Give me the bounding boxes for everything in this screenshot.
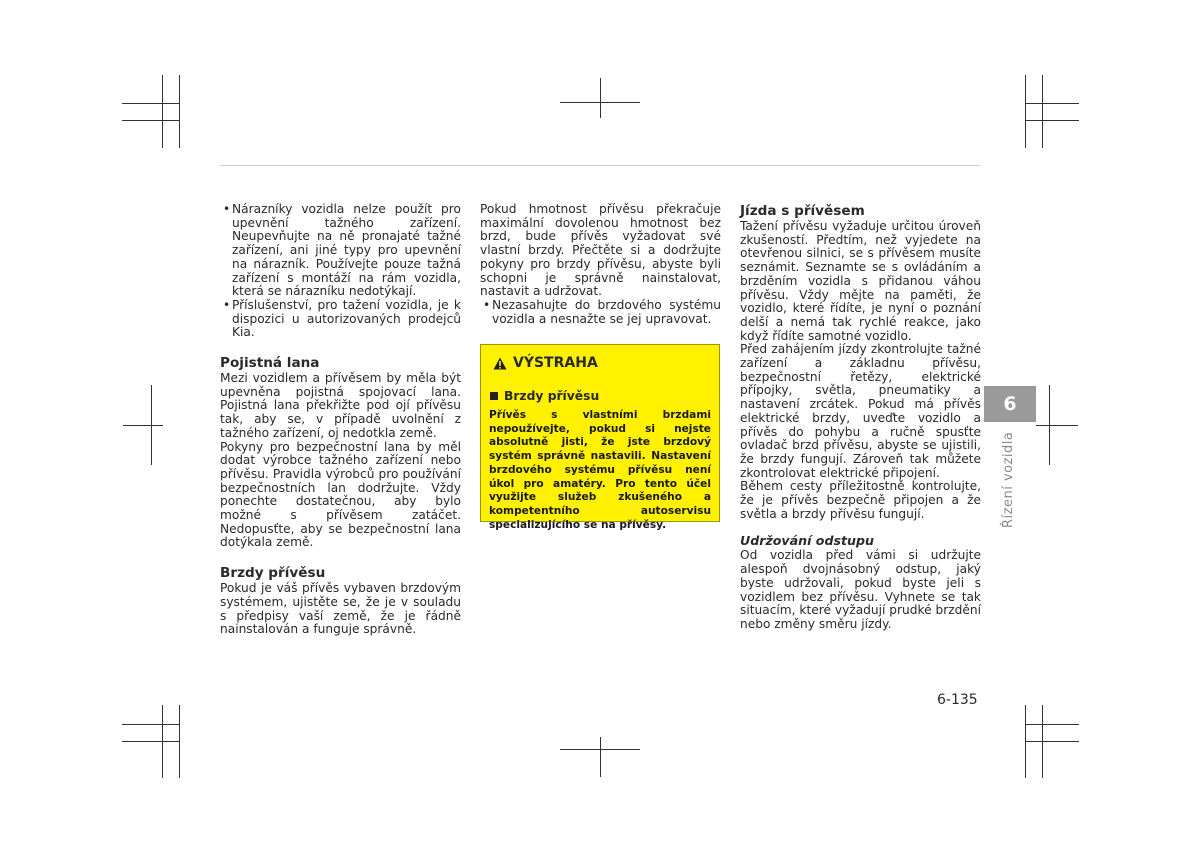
warning-triangle-icon bbox=[493, 357, 507, 370]
paragraph: Od vozidla před vámi si udržujte alespoň dvojnásobný odstup, jaký byste udržovali, pokud byste jeli s vozidlem bez přívěsu. Vyhnete se tak situacím, které vyžadují prudké brzdění nebo změny směru jízdy. bbox=[740, 548, 981, 631]
crop-mark bbox=[1025, 103, 1079, 104]
column-2 bbox=[480, 203, 721, 326]
column-3 bbox=[740, 203, 981, 632]
crop-mark bbox=[123, 425, 163, 426]
crop-mark bbox=[560, 749, 640, 750]
warning-title: VÝSTRAHA bbox=[513, 355, 598, 371]
crop-mark bbox=[1025, 75, 1026, 148]
crop-mark bbox=[600, 737, 601, 777]
crop-mark bbox=[122, 120, 179, 121]
heading-driving-with-trailer: Jízda s přívěsem bbox=[740, 203, 865, 219]
column-1 bbox=[220, 203, 461, 637]
warning-text: Přívěs s vlastními brzdami nepoužívejte, pokud si nejste absolutně jisti, že jste brzdový systém správně nastavili. Nastavení brzdového systému přívěsu není úkol pro amatéry. Pro tento účel využijte služeb zkušeného a kompetentního autoservisu specializujícího se na přívěsy. bbox=[489, 409, 711, 531]
paragraph: Během cesty příležitostně kontrolujte, že je přívěs bezpečně připojen a že světla a brzdy přívěsu fungují. bbox=[740, 479, 981, 521]
crop-mark bbox=[1025, 741, 1079, 742]
crop-mark bbox=[122, 741, 179, 742]
crop-mark bbox=[162, 75, 163, 148]
crop-mark bbox=[1025, 120, 1079, 121]
paragraph: Pokud hmotnost přívěsu překračuje maximální dovolenou hmotnost bez brzd, bude přívěs vyžadovat své vlastní brzdy. Přečtěte si a dodržujte pokyny pro brzdy přívěsu, abyste byli schopni je správně nainstalovat, nastavit a udržovat. bbox=[480, 202, 721, 299]
page-number: 6-135 bbox=[937, 692, 978, 708]
warning-subtitle-row bbox=[489, 389, 711, 403]
header-rule bbox=[220, 165, 980, 166]
crop-mark bbox=[122, 103, 179, 104]
crop-mark bbox=[122, 724, 179, 725]
heading-keeping-distance: Udržování odstupu bbox=[740, 533, 874, 549]
bullet-bumper: • Nárazníky vozidla nelze použít pro upevnění tažného zařízení. Neupevňujte na ně pronajaté tažné zařízení, ani jiné typy pro upevnění na nárazník. Používejte pouze tažná zařízení s montáží na rám vozidla, která se nárazníku nedotýkají. bbox=[220, 203, 461, 299]
crop-mark bbox=[1042, 75, 1043, 148]
crop-mark bbox=[560, 102, 640, 103]
warning-box bbox=[480, 344, 720, 531]
crop-mark bbox=[179, 75, 180, 148]
heading-trailer-brakes: Brzdy přívěsu bbox=[220, 565, 326, 582]
paragraph: Tažení přívěsu vyžaduje určitou úroveň zkušeností. Předtím, než vyjedete na otevřenou silnici, se s přívěsem musíte seznámit. Seznamte se s ovládáním a brzděním vozidla s přidanou váhou přívěsu. Vždy mějte na paměti, že vozidlo, které řídíte, je nyní o poznání delší a nemá tak rychlé reakce, jako když řídíte samotné vozidlo. bbox=[740, 219, 981, 343]
paragraph: Mezi vozidlem a přívěsem by měla být upevněna pojistná spojovací lana. Pojistná lana překřižte pod ojí přívěsu tak, aby se, v případě uvolnění z tažného zařízení, oj nedotkla země. bbox=[220, 371, 461, 440]
paragraph: Pokyny pro bezpečnostní lana by měl dodat výrobce tažného zařízení nebo přívěsu. Pravidla výrobců pro používání bezpečnostních lan dodržujte. Vždy ponechte dostatečnou, aby bylo možné s přívěsem zatáčet. Nedopusťte, aby se bezpečnostní lana dotýkala země. bbox=[220, 439, 461, 550]
chapter-tab: 6 bbox=[984, 386, 1036, 422]
bullet-accessories: • Příslušenství, pro tažení vozidla, je k dispozici u autorizovaných prodejců Kia. bbox=[220, 299, 461, 340]
bullet-brake-system: • Nezasahujte do brzdového systému vozidla a nesnažte se jej upravovat. bbox=[480, 299, 721, 326]
crop-mark bbox=[1025, 724, 1079, 725]
warning-header bbox=[489, 355, 711, 371]
paragraph: Pokud je váš přívěs vybaven brzdovým systémem, ujistěte se, že je v souladu s předpisy vaší země, že je řádně nainstalován a funguje správně. bbox=[220, 581, 461, 637]
heading-safety-chains: Pojistná lana bbox=[220, 355, 320, 372]
crop-mark bbox=[1036, 425, 1078, 426]
paragraph: Před zahájením jízdy zkontrolujte tažné zařízení a základnu přívěsu, bezpečnostní řetězy, elektrické přípojky, světla, pneumatiky a nastavení zrcátek. Pokud má přívěs elektrické brzdy, uveďte vozidlo a přívěs do pohybu a ručně spusťte ovladač brzd přívěsu, abyste se ujistili, že brzdy fungují. Zároveň tak můžete zkontrolovat elektrické připojení. bbox=[740, 342, 981, 480]
crop-mark bbox=[600, 78, 601, 118]
square-bullet-icon bbox=[490, 392, 498, 400]
warning-subtitle: Brzdy přívěsu bbox=[504, 389, 600, 403]
chapter-title: Řízení vozidla bbox=[1001, 431, 1016, 528]
crop-mark bbox=[179, 705, 180, 778]
